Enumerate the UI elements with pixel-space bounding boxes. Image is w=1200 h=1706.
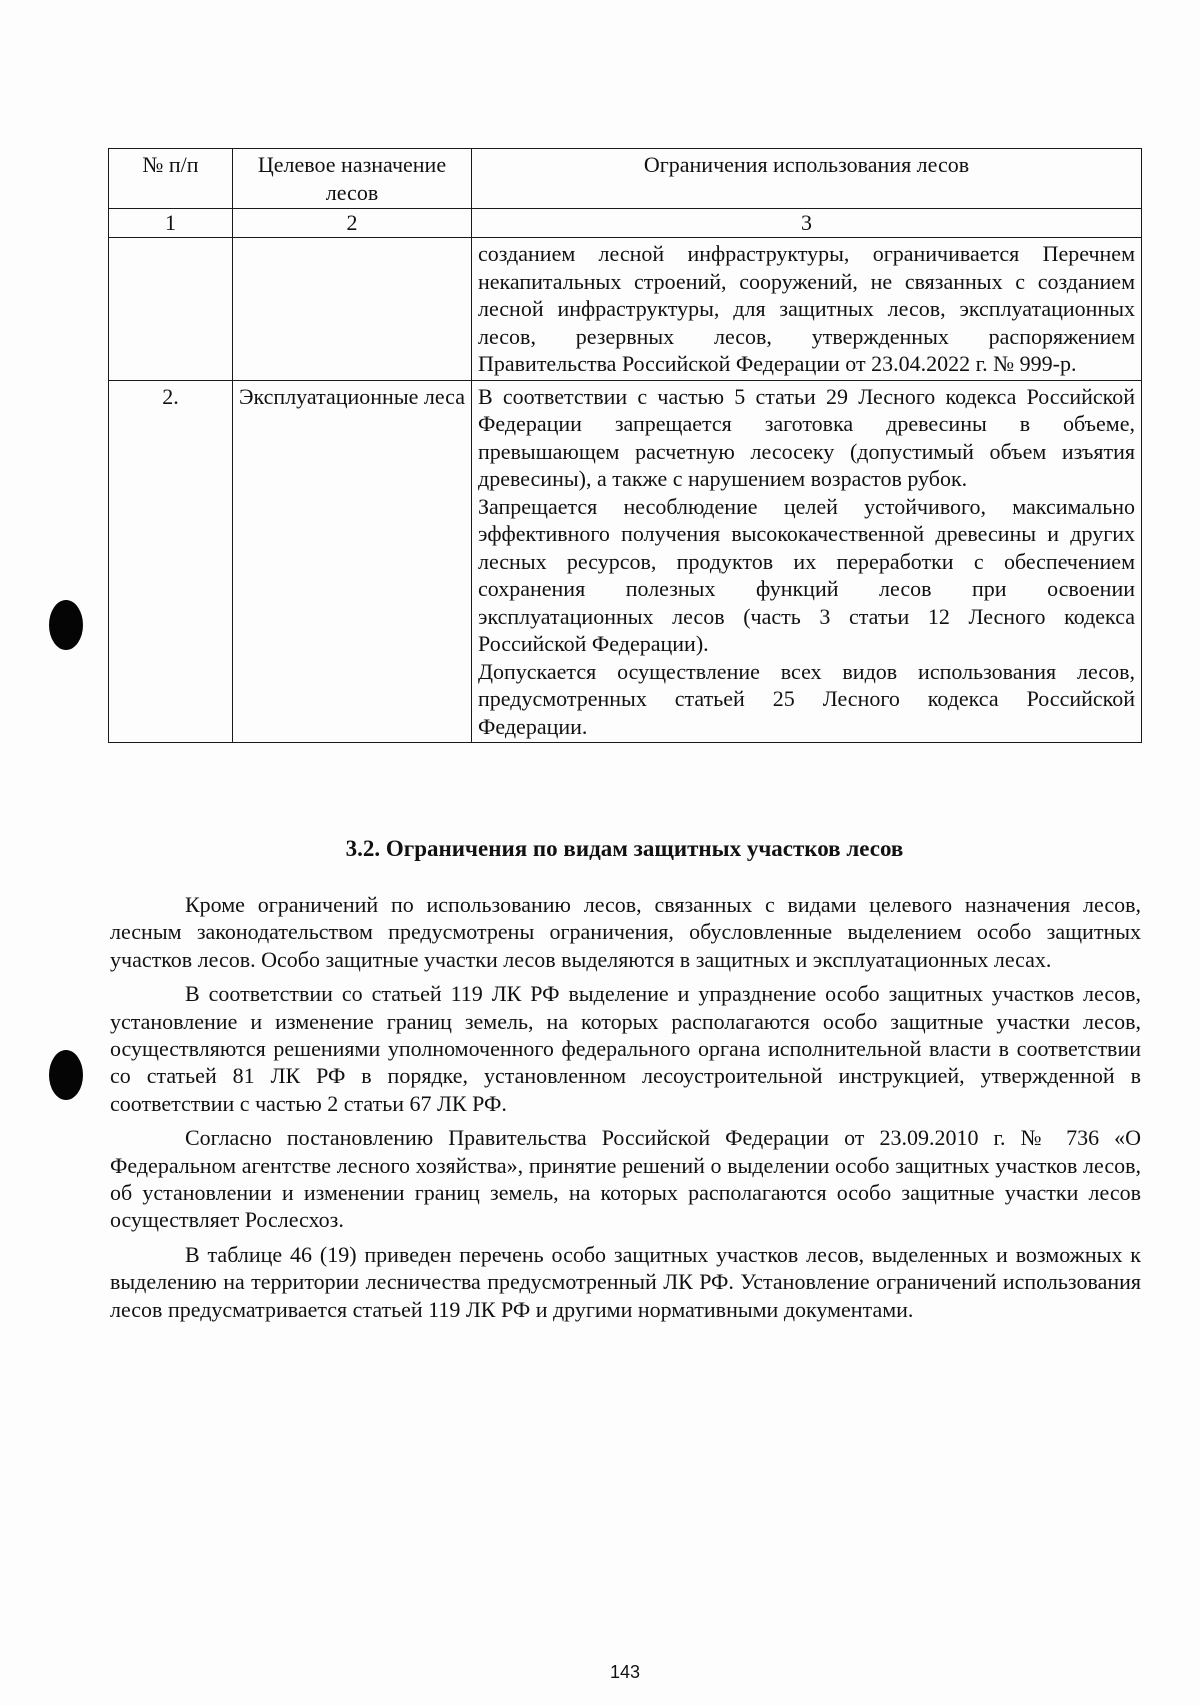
section-body [110,891,1141,1330]
table-header-row [109,149,1142,209]
row-number: 2. [109,380,233,743]
body-paragraph: В соответствии со статьей 119 ЛК РФ выделение и упразднение особо защитных участков лесов, установление и изменение границ земель, на которых располагаются особо защитные участки лесов, осуществляются решениями уполномоченного федерального органа исполнительной власти в соответствии со статьей 81 ЛК РФ в порядке, установленном лесоустроительной инструкцией, утвержденной в соответствии с частью 2 статьи 67 ЛК РФ. [110,981,1141,1116]
restriction-paragraph: Допускается осуществление всех видов использования лесов, предусмотренных статьей 25 Лесного кодекса Российской Федерации. [478,658,1135,739]
restriction-paragraph: В соответствии с частью 5 статьи 29 Лесного кодекса Российской Федерации запрещается заготовка древесины в объеме, превышающем расчетную лесосеку (допустимый объем изъятия древесины), а также с нарушением возрастов рубок. [478,383,1135,491]
column-number: 3 [472,209,1142,238]
header-restrictions: Ограничения использования лесов [472,149,1142,209]
page-number: 143 [609,1662,641,1682]
body-paragraph: Согласно постановлению Правительства Российской Федерации от 23.09.2010 г. № 736 «О Федеральном агентстве лесного хозяйства», принятие решений о выделении особо защитных участков лесов, об установлении и изменении границ земель, на которых располагаются особо защитные участки лесов осуществляет Рослесхоз. [110,1125,1141,1233]
row-purpose: Эксплуатационные леса [233,380,472,743]
body-paragraph: Кроме ограничений по использованию лесов, связанных с видами целевого назначения лесов, лесным законодательством предусмотрены ограничения, обусловленные выделением особо защитных участков лесов. Особо защитные участки лесов выделяются в защитных и эксплуатационных лесах. [110,892,1141,972]
body-paragraph: В таблице 46 (19) приведен перечень особо защитных участков лесов, выделенных и возможных к выделению на территории лесничества предусмотренный ЛК РФ. Установление ограничений использования лесов предусматривается статьей 119 ЛК РФ и другими нормативными документами. [110,1241,1141,1322]
row-number [109,238,233,381]
row-restrictions [472,238,1142,381]
header-number: № п/п [109,149,233,209]
section-heading: 3.2. Ограничения по видам защитных участков лесов [345,836,904,861]
binder-hole-bottom [49,1050,83,1100]
row-restrictions [472,380,1142,743]
forest-use-restrictions-table [108,148,1142,743]
restriction-paragraph: Запрещается несоблюдение целей устойчивого, максимально эффективного получения высококачественной древесины и других лесных ресурсов, продуктов их переработки с обеспечением сохранения полезных функций лесов при освоении эксплуатационных лесов (часть 3 статьи 12 Лесного кодекса Российской Федерации). [478,493,1135,656]
restriction-paragraph: созданием лесной инфраструктуры, ограничивается Перечнем некапитальных строений, сооружений, не связанных с созданием лесной инфраструктуры, для защитных лесов, эксплуатационных лесов, резервных лесов, утвержденных распоряжением Правительства Российской Федерации от 23.04.2022 г. № 999-р. [478,241,1135,376]
header-purpose: Целевое назначение лесов [233,149,472,209]
table-row [109,238,1142,381]
binder-hole-top [49,600,83,650]
table-row [109,380,1142,743]
column-number-row [109,209,1142,238]
row-purpose [233,238,472,381]
column-number: 2 [233,209,472,238]
column-number: 1 [109,209,233,238]
